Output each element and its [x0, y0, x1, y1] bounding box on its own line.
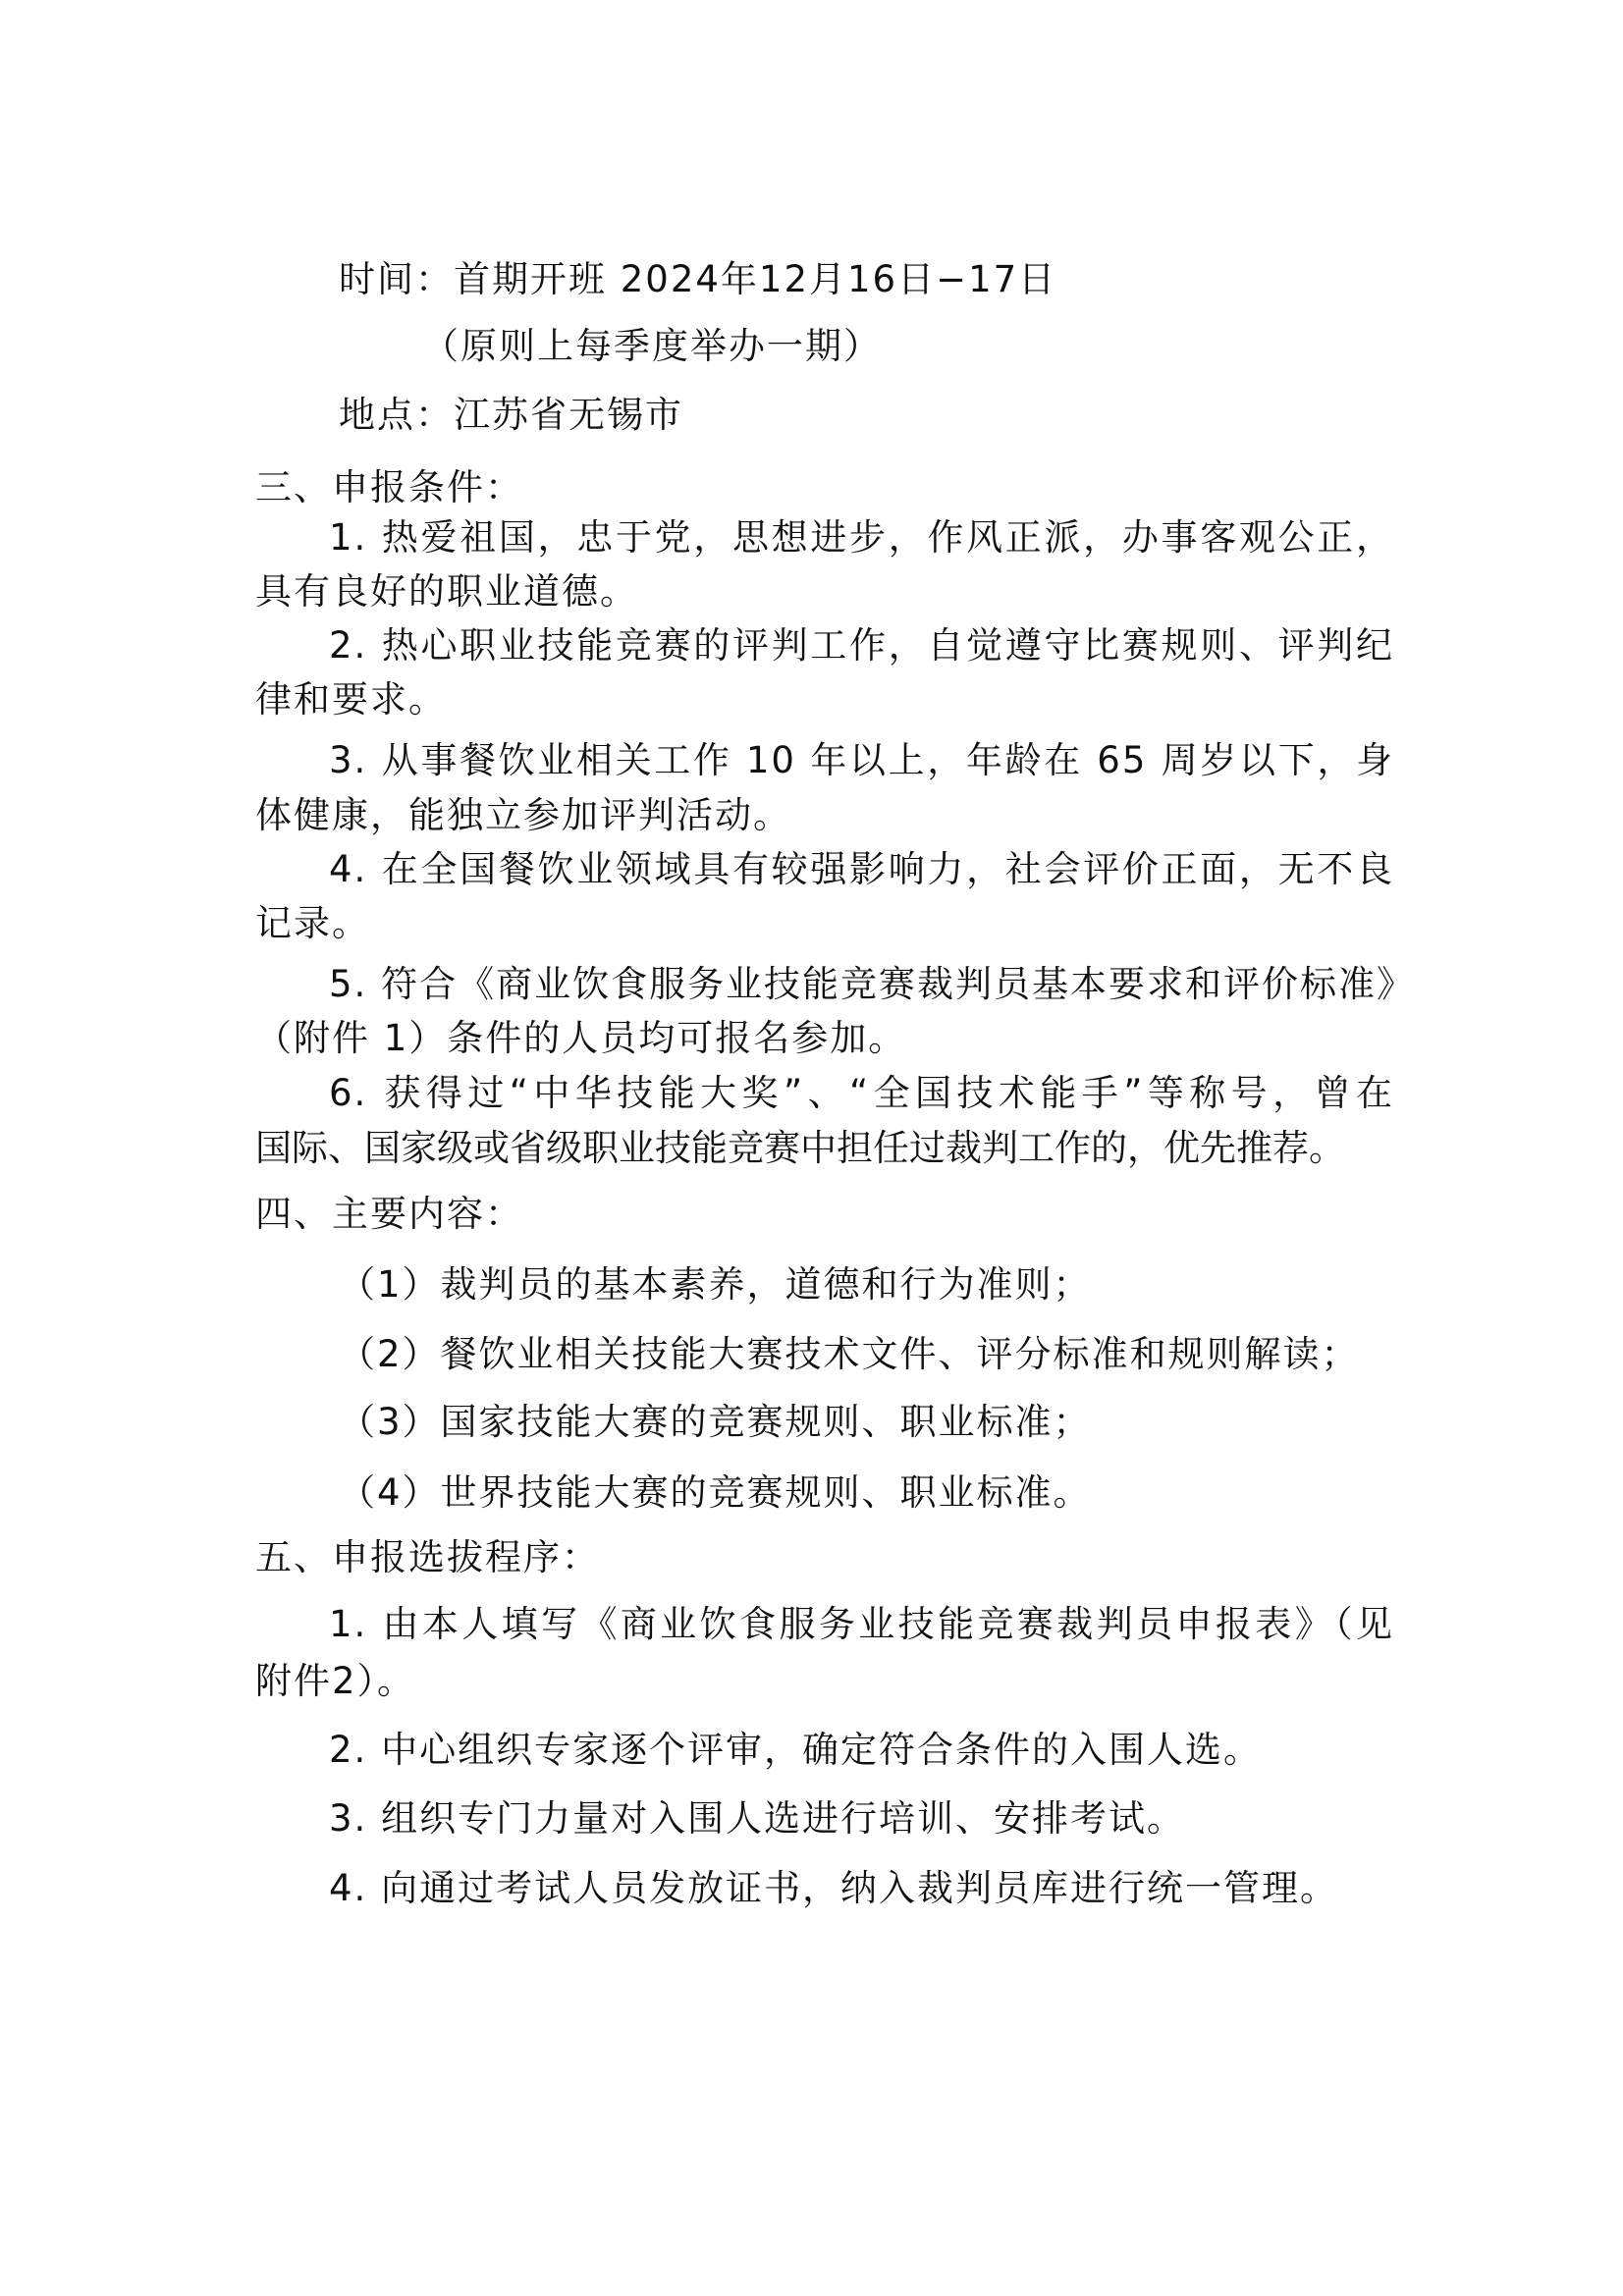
location-line: [339, 393, 683, 438]
s3-item5-line2: （附件 1）条件的人员均可报名参加。: [255, 1017, 907, 1059]
section3-heading: 三、申报条件：: [255, 466, 523, 508]
time-label: 时间：: [339, 258, 454, 300]
location-label: 地点：: [339, 394, 454, 436]
section4-heading: 四、主要内容：: [255, 1193, 523, 1235]
time-line: [339, 257, 1056, 302]
s4-item2: （2）餐饮业相关技能大赛技术文件、评分标准和规则解读；: [339, 1333, 1360, 1375]
time-value: 首期开班 2024年12月16日−17日: [454, 258, 1057, 300]
s5-item2: 2. 中心组织专家逐个评审，确定符合条件的入围人选。: [329, 1729, 1263, 1771]
s5-item4: 4. 向通过考试人员发放证书，纳入裁判员库进行统一管理。: [329, 1867, 1339, 1909]
s3-item4-line2: 记录。: [255, 902, 370, 944]
s4-item4: （4）世界技能大赛的竞赛规则、职业标准。: [339, 1471, 1092, 1514]
s5-item1-line2: 附件2）。: [255, 1660, 416, 1702]
s3-item4-line1: 4. 在全国餐饮业领域具有较强影响力，社会评价正面，无不良: [329, 848, 1394, 890]
section5-heading: 五、申报选拔程序：: [255, 1536, 600, 1578]
location-value: 江苏省无锡市: [454, 394, 683, 436]
s4-item3: （3）国家技能大赛的竞赛规则、职业标准；: [339, 1401, 1092, 1443]
s3-item6-line1: 6. 获得过“中华技能大奖”、“全国技术能手”等称号，曾在: [329, 1072, 1394, 1114]
s3-item6-line2: 国际、国家级或省级职业技能竞赛中担任过裁判工作的，优先推荐。: [255, 1127, 1345, 1169]
s3-item1-line1: 1. 热爱祖国，忠于党，思想进步，作风正派，办事客观公正，: [329, 516, 1394, 559]
s3-item3-line2: 体健康，能独立参加评判活动。: [255, 794, 791, 836]
s5-item1-line1: 1. 由本人填写《商业饮食服务业技能竞赛裁判员申报表》（见: [329, 1603, 1394, 1645]
time-note: （原则上每季度举办一期）: [422, 325, 882, 367]
s3-item2-line2: 律和要求。: [255, 678, 447, 721]
s3-item2-line1: 2. 热心职业技能竞赛的评判工作，自觉遵守比赛规则、评判纪: [329, 624, 1394, 667]
s3-item5-line1: 5. 符合《商业饮食服务业技能竞赛裁判员基本要求和评价标准》: [329, 963, 1416, 1005]
s3-item3-line1: 3. 从事餐饮业相关工作 10 年以上，年龄在 65 周岁以下，身: [329, 739, 1394, 781]
s3-item1-line2: 具有良好的职业道德。: [255, 570, 638, 613]
s4-item1: （1）裁判员的基本素养，道德和行为准则；: [339, 1263, 1092, 1306]
s5-item3: 3. 组织专门力量对入围人选进行培训、安排考试。: [329, 1797, 1186, 1840]
